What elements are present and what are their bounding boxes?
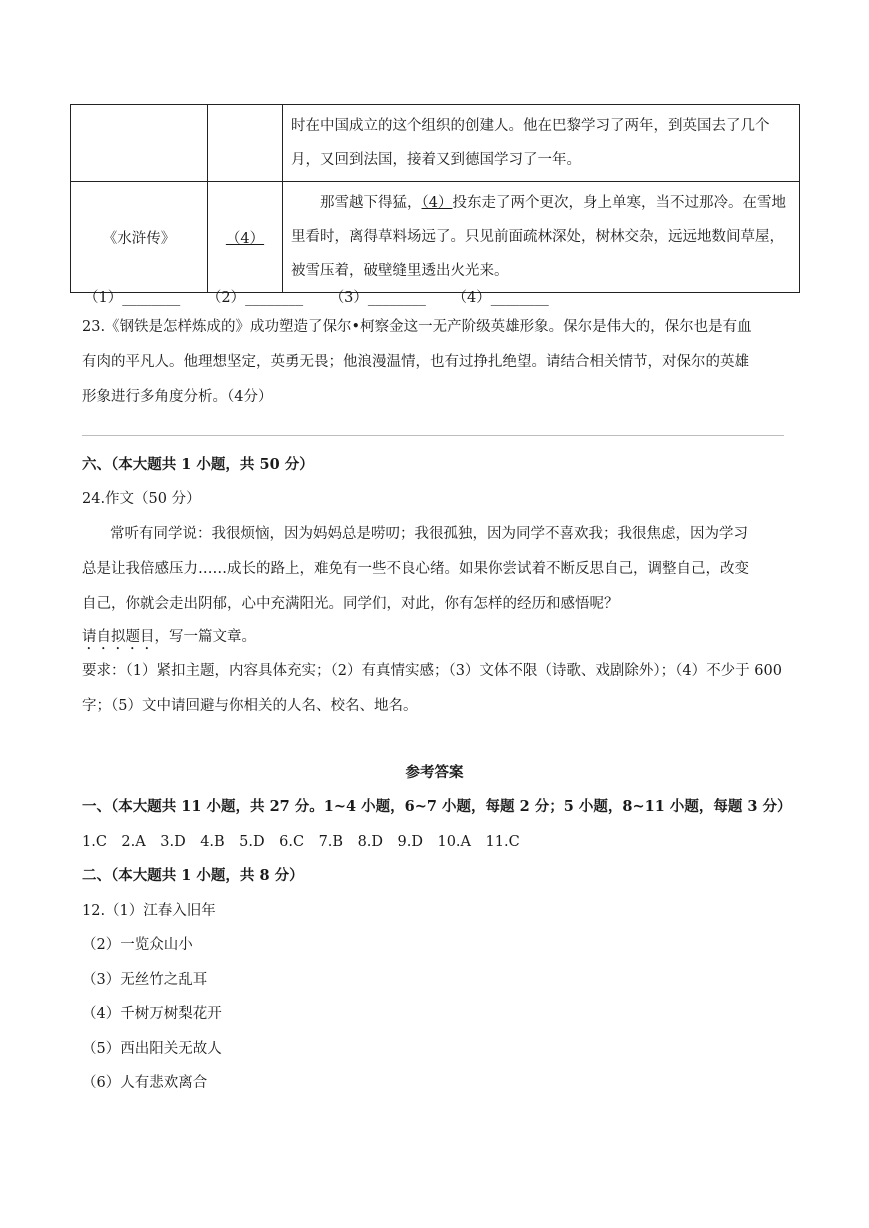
answer-12-line: （3）无丝竹之乱耳: [82, 972, 208, 988]
blank-4: （4）________: [452, 290, 549, 306]
excerpt-text: [283, 182, 799, 292]
essay-requirements-line-2: 字；（5）文中请回避与你相关的人名、校名、地名。: [82, 698, 418, 714]
inline-blank: （4）: [421, 195, 453, 211]
blank-1: （1）________: [84, 290, 181, 306]
instruction-emphasis: 请自拟题目: [82, 629, 155, 645]
book-title: 《水浒传》: [102, 230, 176, 247]
table-cell-excerpt: [283, 105, 800, 182]
instruction-rest: ，写一篇文章。: [154, 629, 256, 645]
question-23-line-2: 有肉的平凡人。他理想坚定，英勇无畏；他浪漫温情，也有过挣扎绝望。请结合相关情节，对保尔的英雄: [82, 354, 749, 370]
table-cell-blank-empty: [208, 105, 283, 182]
answer-12-line: （2）一览众山小: [82, 937, 193, 953]
answers-section-1-list: 1.C 2.A 3.D 4.B 5.D 6.C 7.B 8.D 9.D 10.A 11.C: [82, 834, 520, 850]
excerpt-text: 时在中国成立的这个组织的创建人。他在巴黎学习了两年，到英国去了几个月，又回到法国，接着又到德国学习了一年。: [291, 118, 770, 168]
answer-line: [82, 435, 784, 436]
answer-12-line: 12.（1）江春入旧年: [82, 903, 216, 919]
question-24-title: 24.作文（50 分）: [82, 491, 201, 507]
table-cell-book: [71, 182, 208, 293]
answers-title: 参考答案: [405, 764, 464, 781]
question-23-line-1: 23.《钢铁是怎样炼成的》成功塑造了保尔•柯察金这一无产阶级英雄形象。保尔是伟大的，保尔也是有血: [82, 319, 752, 335]
table-row: [71, 105, 800, 182]
essay-instruction: [82, 620, 256, 654]
essay-requirements-line-1: 要求：（1）紧扣主题，内容具体充实；（2）有真情实感；（3）文体不限（诗歌、戏剧除外）；（4）不少于 600: [82, 663, 782, 679]
excerpt-text-rest: 投东走了两个更次，身上单寒，当不过那冷。在雪地里看时，离得草料场远了。只见前面疏林深处，树林交杂，远远地数间草屋，被雪压着，破壁缝里透出火光来。: [291, 195, 786, 279]
blank-3: （3）________: [329, 290, 426, 306]
answer-blank: （4）: [225, 230, 265, 247]
blank-2: （2）________: [206, 290, 304, 306]
essay-prompt-line-1: 常听有同学说：我很烦恼，因为妈妈总是唠叨；我很孤独，因为同学不喜欢我；我很焦虑，因为学习: [110, 526, 748, 542]
answers-section-1-heading: 一、（本大题共 11 小题，共 27 分。1~4 小题，6~7 小题，每题 2 分；5 小题，8~11 小题，每题 3 分）: [82, 798, 792, 815]
answer-12-line: （4）千树万树梨花开: [82, 1006, 222, 1022]
table-cell-excerpt: [283, 182, 800, 293]
essay-prompt-line-3: 自己，你就会走出阴郁，心中充满阳光。同学们，对此，你有怎样的经历和感悟呢？: [82, 596, 619, 612]
answers-section-2-heading: 二、（本大题共 1 小题，共 8 分）: [82, 867, 304, 884]
essay-prompt-line-2: 总是让我倍感压力……成长的路上，难免有一些不良心绪。如果你尝试着不断反思自己，调整自己，改变: [82, 561, 749, 577]
answer-12-line: （6）人有悲欢离合: [82, 1075, 208, 1091]
excerpt-text-start: 那雪越下得猛，: [320, 195, 422, 211]
question-23-line-3: 形象进行多角度分析。（4分）: [82, 389, 273, 405]
table-cell-blank: [208, 182, 283, 293]
reading-table: [70, 104, 800, 293]
answer-12-line: （5）西出阳关无故人: [82, 1041, 222, 1057]
table-row: [71, 182, 800, 293]
answer-blanks: [84, 286, 571, 307]
table-cell-book-empty: [71, 105, 208, 182]
section-6-heading: 六、（本大题共 1 小题，共 50 分）: [82, 456, 314, 473]
